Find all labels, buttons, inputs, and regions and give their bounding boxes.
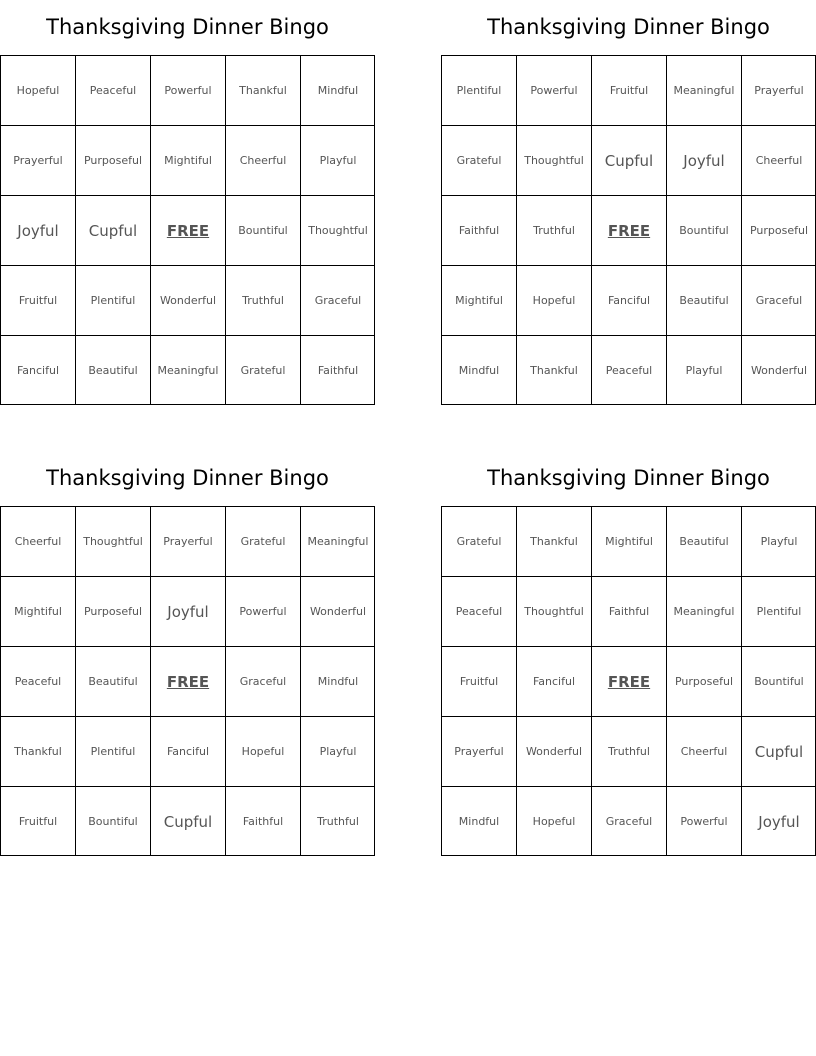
bingo-cell: Playful: [300, 125, 375, 195]
bingo-cell: Prayerful: [741, 55, 816, 125]
bingo-cell: Meaningful: [300, 506, 375, 576]
bingo-cell: Truthful: [300, 786, 375, 856]
bingo-cell: Graceful: [591, 786, 666, 856]
bingo-card-2: [441, 0, 816, 405]
bingo-cell: Prayerful: [150, 506, 225, 576]
free-space: FREE: [150, 195, 225, 265]
bingo-cell: Hopeful: [225, 716, 300, 786]
bingo-cell: Cupful: [741, 716, 816, 786]
bingo-cell: Purposeful: [75, 576, 150, 646]
bingo-cell: Truthful: [591, 716, 666, 786]
bingo-cell: Cupful: [591, 125, 666, 195]
bingo-cell: Thoughtful: [516, 125, 591, 195]
card-title: Thanksgiving Dinner Bingo: [487, 466, 770, 490]
bingo-grid: [441, 55, 816, 405]
bingo-cell: Thankful: [516, 335, 591, 405]
bingo-cell: Fanciful: [591, 265, 666, 335]
bingo-cell: Mightiful: [591, 506, 666, 576]
bingo-cell: Fruitful: [591, 55, 666, 125]
bingo-cell: Faithful: [591, 576, 666, 646]
bingo-cell: Wonderful: [150, 265, 225, 335]
bingo-cell: Purposeful: [75, 125, 150, 195]
bingo-cell: Prayerful: [441, 716, 516, 786]
bingo-cell: Hopeful: [516, 786, 591, 856]
bingo-grid: [0, 506, 375, 856]
bingo-cell: Joyful: [741, 786, 816, 856]
bingo-cell: Faithful: [300, 335, 375, 405]
bingo-cell: Playful: [666, 335, 741, 405]
bingo-cell: Powerful: [150, 55, 225, 125]
bingo-cell: Playful: [300, 716, 375, 786]
bingo-cell: Mindful: [300, 55, 375, 125]
bingo-cell: Peaceful: [0, 646, 75, 716]
bingo-cell: Bountiful: [741, 646, 816, 716]
bingo-cell: Grateful: [441, 506, 516, 576]
bingo-cell: Mindful: [441, 335, 516, 405]
bingo-cell: Purposeful: [741, 195, 816, 265]
bingo-grid: [441, 506, 816, 856]
bingo-cell: Beautiful: [666, 265, 741, 335]
bingo-cell: Wonderful: [741, 335, 816, 405]
bingo-cell: Fruitful: [0, 265, 75, 335]
card-title: Thanksgiving Dinner Bingo: [487, 15, 770, 39]
bingo-card-4: [441, 451, 816, 856]
bingo-cell: Fanciful: [516, 646, 591, 716]
bingo-cell: Hopeful: [516, 265, 591, 335]
bingo-cell: Thankful: [225, 55, 300, 125]
bingo-cell: Bountiful: [75, 786, 150, 856]
bingo-cell: Thoughtful: [75, 506, 150, 576]
bingo-cell: Bountiful: [666, 195, 741, 265]
bingo-cell: Mindful: [441, 786, 516, 856]
bingo-cell: Plentiful: [441, 55, 516, 125]
bingo-cell: Thoughtful: [516, 576, 591, 646]
bingo-cell: Meaningful: [150, 335, 225, 405]
bingo-cell: Playful: [741, 506, 816, 576]
bingo-cell: Truthful: [516, 195, 591, 265]
bingo-cell: Faithful: [441, 195, 516, 265]
bingo-cell: Meaningful: [666, 576, 741, 646]
bingo-cell: Graceful: [741, 265, 816, 335]
bingo-cell: Graceful: [300, 265, 375, 335]
bingo-cell: Joyful: [150, 576, 225, 646]
bingo-cell: Powerful: [666, 786, 741, 856]
card-title: Thanksgiving Dinner Bingo: [46, 466, 329, 490]
bingo-cell: Truthful: [225, 265, 300, 335]
bingo-cell: Faithful: [225, 786, 300, 856]
bingo-cell: Thoughtful: [300, 195, 375, 265]
bingo-cell: Peaceful: [591, 335, 666, 405]
bingo-cell: Fruitful: [441, 646, 516, 716]
bingo-cell: Powerful: [225, 576, 300, 646]
bingo-cell: Cupful: [75, 195, 150, 265]
bingo-cell: Peaceful: [75, 55, 150, 125]
bingo-cell: Mightiful: [441, 265, 516, 335]
bingo-cell: Meaningful: [666, 55, 741, 125]
bingo-card-1: [0, 0, 375, 405]
free-space: FREE: [591, 646, 666, 716]
bingo-cell: Grateful: [225, 335, 300, 405]
bingo-cell: Joyful: [666, 125, 741, 195]
bingo-cell: Cheerful: [225, 125, 300, 195]
bingo-cell: Beautiful: [75, 646, 150, 716]
bingo-card-3: [0, 451, 375, 856]
bingo-grid: [0, 55, 375, 405]
bingo-cell: Cheerful: [666, 716, 741, 786]
card-title: Thanksgiving Dinner Bingo: [46, 15, 329, 39]
bingo-cell: Mightiful: [150, 125, 225, 195]
bingo-cell: Thankful: [0, 716, 75, 786]
bingo-cell: Cupful: [150, 786, 225, 856]
bingo-cell: Fruitful: [0, 786, 75, 856]
bingo-cell: Fanciful: [0, 335, 75, 405]
bingo-cell: Cheerful: [741, 125, 816, 195]
bingo-cell: Bountiful: [225, 195, 300, 265]
bingo-cell: Graceful: [225, 646, 300, 716]
bingo-cell: Cheerful: [0, 506, 75, 576]
bingo-cell: Hopeful: [0, 55, 75, 125]
bingo-cell: Thankful: [516, 506, 591, 576]
bingo-cell: Grateful: [441, 125, 516, 195]
bingo-cell: Plentiful: [741, 576, 816, 646]
bingo-cell: Powerful: [516, 55, 591, 125]
bingo-cell: Beautiful: [75, 335, 150, 405]
bingo-cell: Grateful: [225, 506, 300, 576]
bingo-cell: Wonderful: [300, 576, 375, 646]
bingo-cell: Prayerful: [0, 125, 75, 195]
bingo-cell: Wonderful: [516, 716, 591, 786]
bingo-cell: Plentiful: [75, 716, 150, 786]
bingo-cell: Purposeful: [666, 646, 741, 716]
bingo-cell: Peaceful: [441, 576, 516, 646]
bingo-cell: Fanciful: [150, 716, 225, 786]
bingo-cell: Mindful: [300, 646, 375, 716]
bingo-cell: Joyful: [0, 195, 75, 265]
bingo-cell: Beautiful: [666, 506, 741, 576]
bingo-cell: Plentiful: [75, 265, 150, 335]
bingo-cell: Mightiful: [0, 576, 75, 646]
free-space: FREE: [591, 195, 666, 265]
free-space: FREE: [150, 646, 225, 716]
